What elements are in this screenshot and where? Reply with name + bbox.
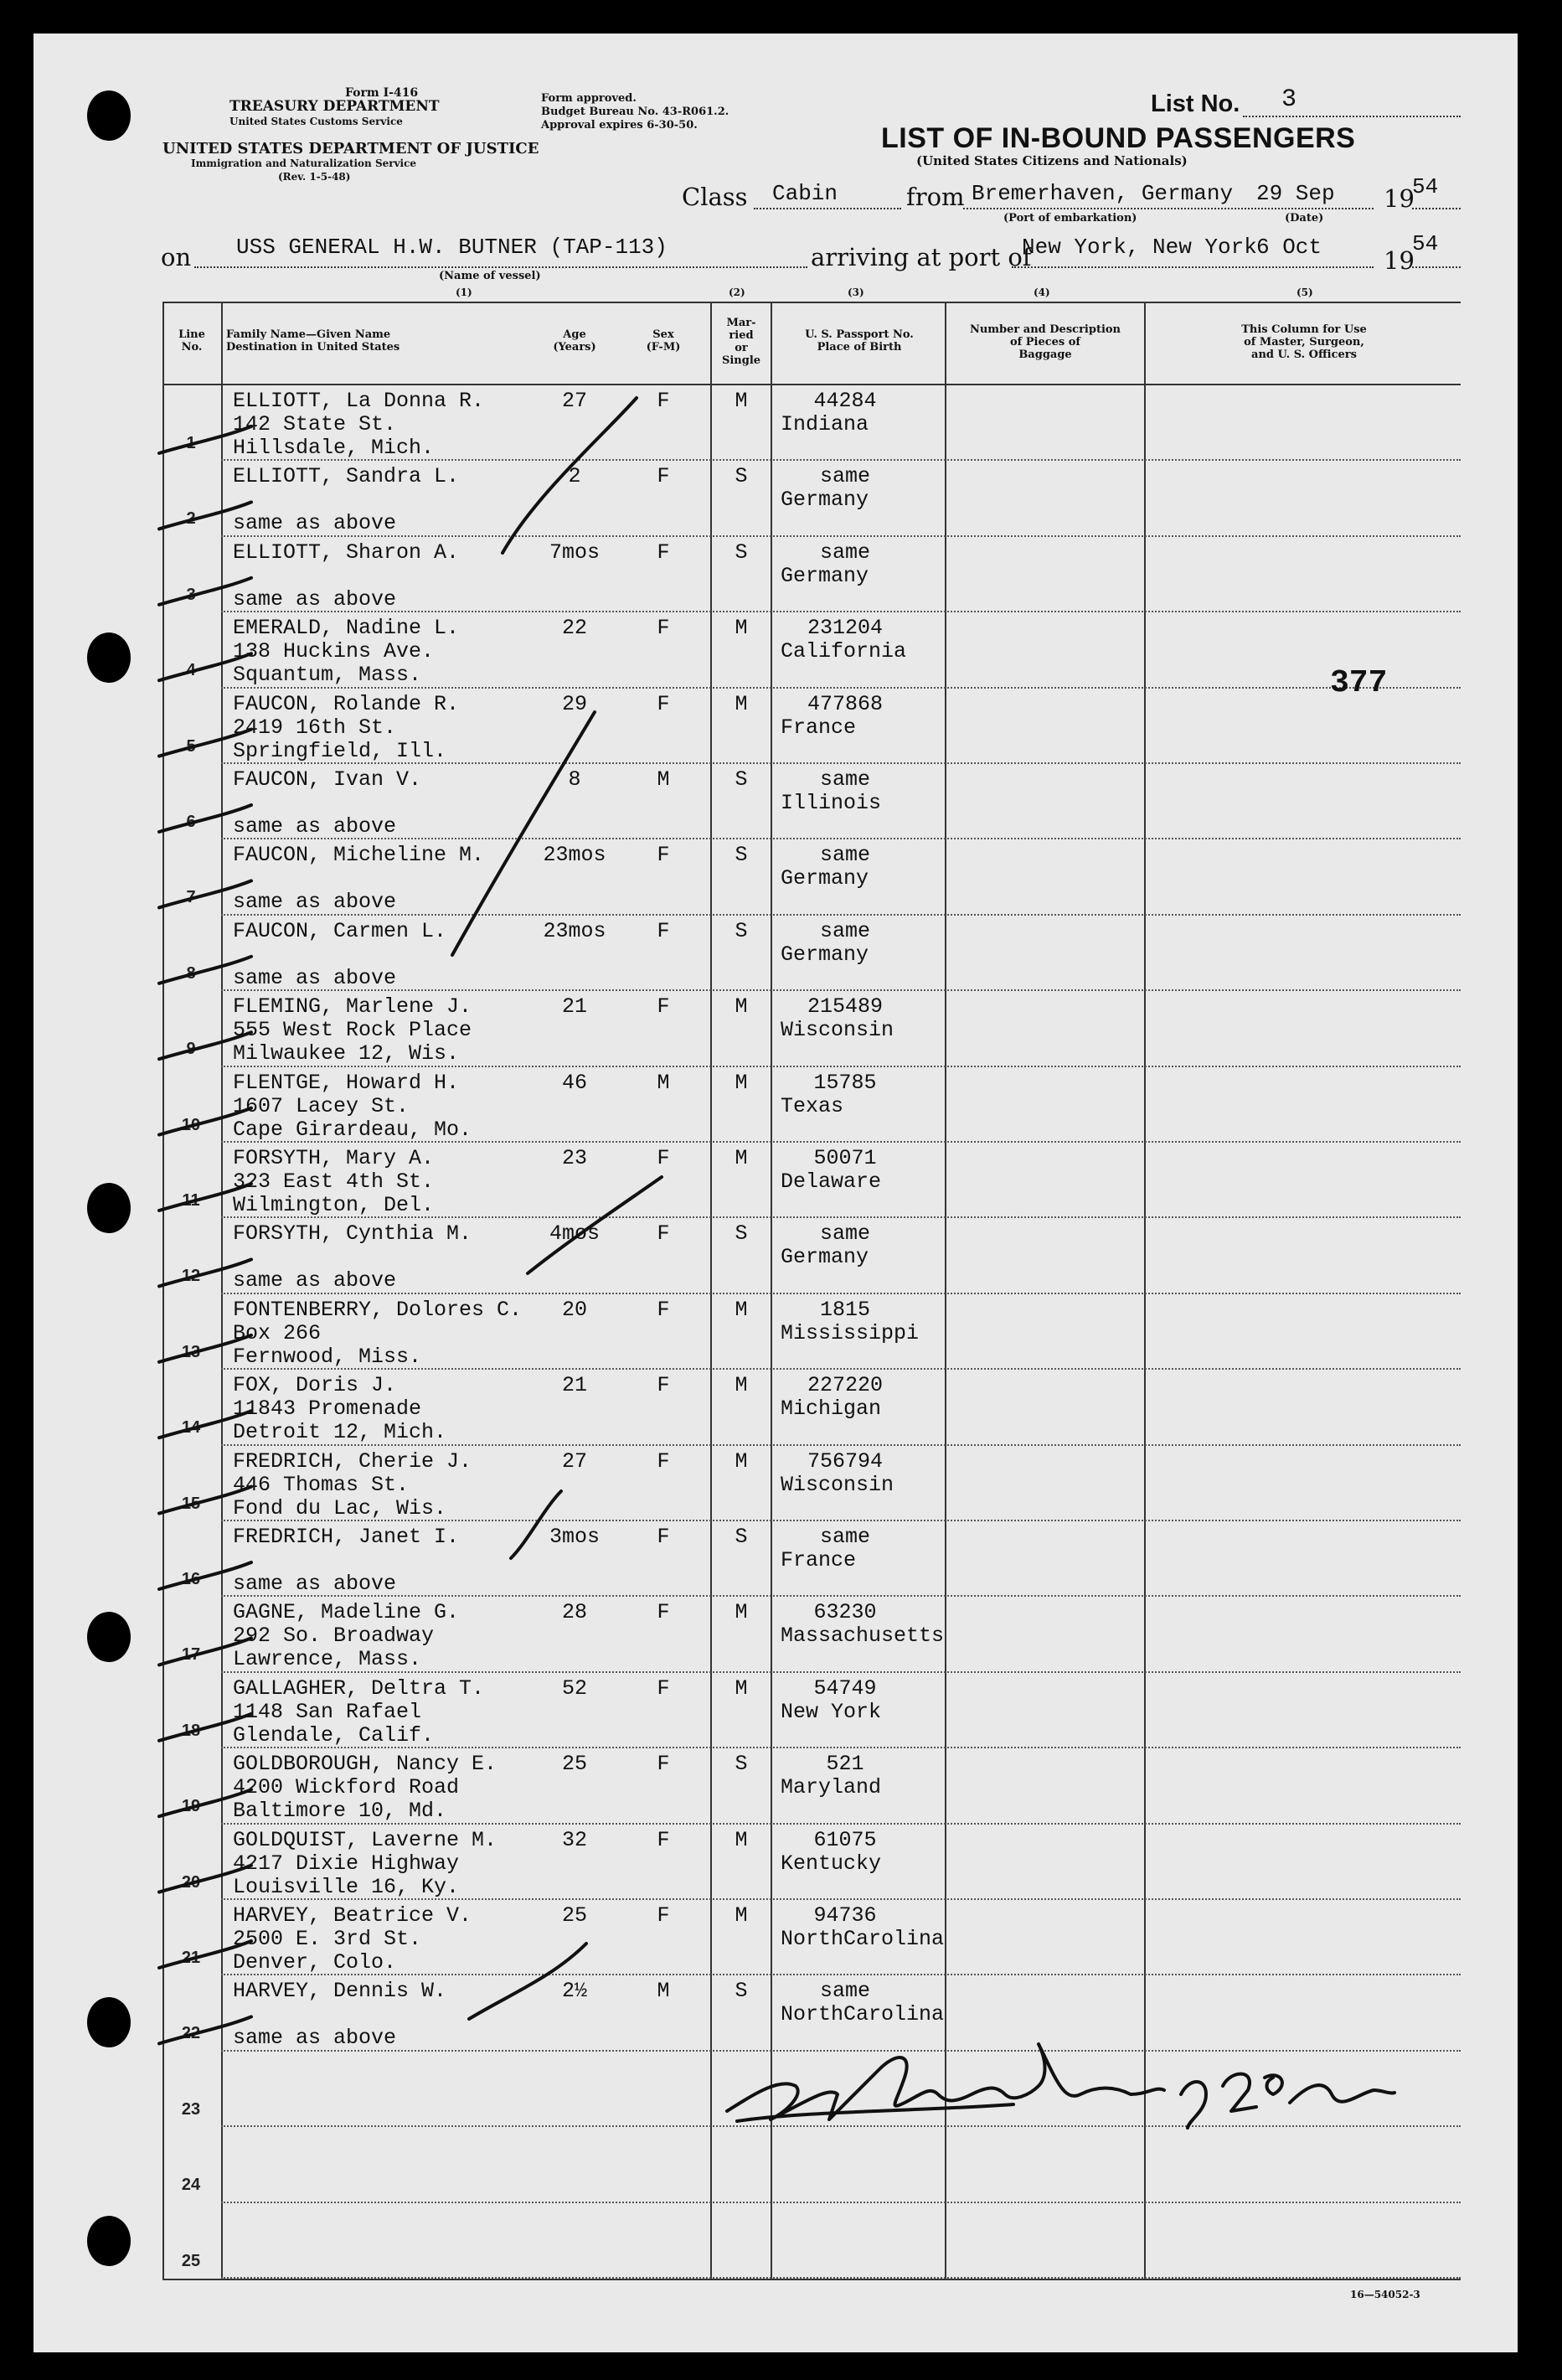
col-num-4: (4) [1034,287,1050,298]
marital-status: M [735,616,748,641]
approval-line3: Approval expires 6-30-50. [541,119,698,132]
place-of-birth: Germany [781,563,869,588]
row-separator [221,989,1461,991]
col-num-5: (5) [1297,287,1313,298]
passenger-name: ELLIOTT, Sandra L. [233,464,460,489]
line-number: 4 [186,661,196,680]
binder-hole [87,1612,131,1662]
marital-status: M [735,1675,748,1701]
line-number: 1 [186,434,196,452]
passenger-name: FLEMING, Marlene J. [233,994,472,1020]
class-value: Cabin [772,181,838,206]
place-of-birth: Maryland [781,1775,882,1800]
address-line2: Springfield, Ill. [233,738,447,763]
header-text: ried [729,329,754,342]
address-line1: 446 Thomas St. [233,1472,410,1497]
header-text: Mar- [726,317,756,329]
arrival-line [1012,266,1374,268]
marital-status: S [735,767,748,792]
address-line2: same as above [233,1268,397,1293]
row-separator [221,838,1461,839]
row-separator [221,2125,1461,2127]
header-married [712,317,771,367]
binder-hole [87,2216,131,2266]
passenger-name: ELLIOTT, Sharon A. [233,540,460,565]
age: 25 [561,1752,587,1777]
ins-service: Immigration and Naturalization Service [191,157,417,169]
sex: M [657,1070,670,1095]
embark-caption: (Port of embarkation) [1003,212,1137,225]
col-divider [1144,302,1146,2279]
address-line2: Lawrence, Mass. [233,1647,422,1672]
passenger-name: FONTENBERRY, Dolores C. [233,1297,523,1322]
address-line2: same as above [233,1572,397,1596]
address-line1: 323 East 4th St. [233,1169,435,1194]
place-of-birth: Germany [781,488,869,513]
passport-number: 94736 [813,1903,877,1928]
sex: M [657,767,670,792]
address-line2: same as above [233,890,397,915]
table-left-border [162,302,164,2279]
passenger-name: FAUCON, Ivan V. [233,767,422,792]
line-number: 24 [181,2176,201,2195]
age: 21 [561,1373,587,1398]
header-text: Family Name—Given Name [226,328,391,341]
address-line2: Baltimore 10, Md. [233,1799,447,1824]
passenger-name: FAUCON, Micheline M. [233,843,485,868]
sex: F [657,1448,670,1474]
address-line2: Fond du Lac, Wis. [233,1495,447,1520]
header-line-no [164,328,219,354]
header-text: (F-M) [646,341,681,354]
arrival-year: 54 [1412,231,1439,256]
row-separator [221,1974,1461,1975]
passenger-name: HARVEY, Dennis W. [233,1979,447,2004]
passenger-name: FAUCON, Rolande R. [233,691,460,716]
place-of-birth: Texas [781,1093,844,1118]
address-line1: 4217 Dixie Highway [233,1851,460,1876]
age: 27 [561,1448,587,1474]
col-divider [945,302,946,2279]
address-line2: Glendale, Calif. [233,1722,435,1748]
age: 23mos [543,843,606,868]
passport-number: 50071 [813,1146,877,1170]
marital-status: S [735,1979,748,2004]
date-caption: (Date) [1285,212,1324,225]
col-num-2: (2) [729,287,745,298]
header-passport [774,328,945,354]
line-number: 13 [181,1342,201,1361]
header-age [536,328,613,354]
passport-number: same [819,464,870,489]
passenger-name: GALLAGHER, Deltra T. [233,1675,485,1701]
binder-hole [87,90,131,141]
col-num-3: (3) [848,287,864,298]
row-separator [221,1595,1461,1597]
list-no-label: List No. [1151,90,1240,117]
marital-status: S [735,464,748,489]
line-number: 17 [181,1645,201,1665]
passport-number: 44284 [813,389,877,413]
header-officers [1147,323,1461,361]
line-number: 25 [181,2251,201,2270]
address-line2: Louisville 16, Ky. [233,1874,460,1899]
row-separator [221,2202,1461,2203]
passenger-name: FLENTGE, Howard H. [233,1070,460,1095]
line-number: 16 [181,1570,201,1588]
address-line1: 292 So. Broadway [233,1624,435,1649]
marital-status: M [735,389,748,413]
passport-number: 54749 [813,1675,877,1701]
passenger-name: HARVEY, Beatrice V. [233,1903,472,1928]
passport-number: 477868 [807,691,883,716]
approval-line1: Form approved. [541,92,637,105]
line-number: 20 [181,1872,201,1892]
marital-status: M [735,1903,748,1928]
header-text: and U. S. Officers [1251,348,1357,361]
sex: F [657,389,670,413]
arrival-port: New York, New York [1022,235,1257,260]
form-subtitle: (United States Citizens and Nationals) [916,153,1188,168]
address-line2: Wilmington, Del. [233,1193,435,1217]
line-number: 21 [181,1949,201,1967]
age: 8 [568,767,581,792]
passport-number: 63230 [813,1600,877,1625]
place-of-birth: Mississippi [781,1320,920,1345]
place-of-birth: Germany [781,1245,869,1270]
embark-year: 54 [1412,174,1439,199]
place-of-birth: New York [781,1699,882,1724]
sex: F [657,1525,670,1549]
sex: F [657,691,670,716]
marital-status: M [735,1448,748,1474]
approval-line2: Budget Bureau No. 43-R061.2. [541,106,729,118]
form-number: Form I-416 [345,86,419,100]
row-separator [221,2277,1461,2279]
passenger-name: EMERALD, Nadine L. [233,616,460,641]
passenger-name: FOX, Doris J. [233,1373,397,1398]
age: 23 [561,1146,587,1170]
sex: F [657,918,670,943]
place-of-birth: NorthCarolina [781,1927,945,1951]
marital-status: M [735,1600,748,1625]
sex: F [657,1675,670,1701]
revision: (Rev. 1-5-48) [278,171,351,183]
address-line1: 555 West Rock Place [233,1018,472,1043]
passport-number: same [819,1525,870,1549]
address-line2: Milwaukee 12, Wis. [233,1041,460,1066]
justice-dept: UNITED STATES DEPARTMENT OF JUSTICE [162,140,539,157]
address-line1: 11843 Promenade [233,1397,422,1422]
sex: F [657,616,670,641]
address-line2: same as above [233,511,397,536]
passport-number: 61075 [813,1827,877,1852]
table-top-border [162,302,1461,303]
arrival-year-prefix: 19 [1384,246,1415,275]
line-number: 10 [181,1115,201,1134]
address-line2: Fernwood, Miss. [233,1344,422,1369]
footer-code: 16—54052-3 [1350,2289,1420,2300]
address-line2: same as above [233,2026,397,2051]
header-text: Single [721,354,761,367]
passport-number: same [819,767,870,792]
marital-status: M [735,1827,748,1852]
header-bottom-border [162,384,1461,385]
header-text: Line [178,328,205,341]
row-separator [221,1293,1461,1294]
passenger-name: GAGNE, Madeline G. [233,1600,460,1625]
address-line2: same as above [233,586,397,612]
place-of-birth: Indiana [781,412,869,436]
passport-number: 15785 [813,1070,877,1095]
address-line2: Cape Girardeau, Mo. [233,1117,472,1142]
place-of-birth: Germany [781,942,869,967]
line-number: 12 [181,1267,201,1286]
passport-number: 521 [826,1752,864,1777]
address-line1: 1148 San Rafael [233,1699,422,1724]
address-line2: Squantum, Mass. [233,663,422,688]
address-line1: 142 State St. [233,412,397,436]
binder-hole [87,1183,131,1233]
arriving-label: arriving at port of [811,243,1032,271]
age: 29 [561,691,587,716]
age: 2½ [561,1979,587,2004]
header-text: or [735,342,748,354]
line-number: 9 [186,1040,196,1059]
place-of-birth: Kentucky [781,1851,882,1876]
marital-status: M [735,1146,748,1170]
passport-number: 1815 [819,1297,870,1322]
header-text: (Years) [553,341,596,354]
age: 27 [561,389,587,413]
class-line [754,208,901,209]
line-number: 11 [182,1191,200,1210]
row-separator [221,914,1461,916]
age: 25 [561,1903,587,1928]
header-text: Age [563,328,586,341]
header-baggage [946,323,1144,361]
place-of-birth: Wisconsin [781,1472,894,1497]
passenger-name: FREDRICH, Janet I. [233,1525,460,1549]
sex: F [657,464,670,489]
row-separator [221,535,1461,537]
header-text: Baggage [1018,348,1072,361]
list-no-value: 3 [1281,85,1297,114]
address-line1: 2419 16th St. [233,715,397,740]
age: 52 [561,1675,587,1701]
sex: F [657,994,670,1020]
line-number: 8 [186,963,196,983]
passport-number: 231204 [807,616,883,641]
list-no-line [1243,116,1461,117]
line-number: 23 [181,2099,201,2119]
header-text: This Column for Use [1241,323,1367,336]
sex: F [657,1903,670,1928]
arrival-year-line [1412,266,1461,268]
marital-status: M [735,691,748,716]
embark-year-line [1412,208,1461,209]
header-text: of Master, Surgeon, [1244,336,1364,348]
place-of-birth: France [781,715,857,740]
address-line1: 4200 Wickford Road [233,1775,460,1800]
passenger-name: FREDRICH, Cherie J. [233,1448,472,1474]
address-line2: Hillsdale, Mich. [233,436,435,460]
sex: F [657,1600,670,1625]
age: 2 [568,464,581,489]
header-text: Place of Birth [817,341,902,354]
age: 28 [561,1600,587,1625]
vessel-name: USS GENERAL H.W. BUTNER (TAP-113) [236,235,668,260]
place-of-birth: Massachusetts [781,1624,945,1649]
line-number: 15 [181,1494,201,1513]
passenger-name: GOLDBOROUGH, Nancy E. [233,1752,497,1777]
passenger-name: FAUCON, Carmen L. [233,918,447,943]
place-of-birth: Germany [781,866,869,891]
line-number: 5 [186,736,196,756]
address-line2: same as above [233,965,397,990]
marital-status: M [735,1373,748,1398]
marital-status: M [735,1070,748,1095]
binder-hole [87,1997,131,2047]
age: 23mos [543,918,606,943]
sex: F [657,1221,670,1247]
on-label: on [161,243,192,271]
from-label: from [906,183,965,211]
passenger-name: ELLIOTT, La Donna R. [233,389,485,413]
passport-number: same [819,540,870,565]
header-text: Number and Description [969,323,1121,336]
sex: F [657,1752,670,1777]
age: 46 [561,1070,587,1095]
line-number: 22 [181,2024,201,2043]
marital-status: S [735,1525,748,1549]
line-number: 3 [186,585,196,604]
age: 3mos [549,1525,600,1549]
header-text: U. S. Passport No. [805,328,914,341]
sex: F [657,1373,670,1398]
embark-date: 29 Sep [1256,181,1335,206]
address-line1: 138 Huckins Ave. [233,639,435,664]
marital-status: S [735,540,748,565]
marital-status: S [735,1752,748,1777]
age: 21 [561,994,587,1020]
header-sex [630,328,697,354]
col-num-1: (1) [456,287,472,298]
place-of-birth: Delaware [781,1169,882,1194]
table-bottom-border [162,2279,1461,2280]
passenger-name: FORSYTH, Cynthia M. [233,1221,472,1247]
line-number: 19 [181,1797,201,1816]
address-line2: Detroit 12, Mich. [233,1420,447,1445]
passport-number: 215489 [807,994,883,1020]
place-of-birth: Michigan [781,1397,882,1422]
embark-line [963,208,1374,209]
sex: F [657,1827,670,1852]
marital-status: M [735,994,748,1020]
header-text: Destination in United States [226,341,400,354]
passport-number: same [819,1221,870,1247]
passport-number: same [819,918,870,943]
address-line1: 2500 E. 3rd St. [233,1927,422,1951]
address-line2: Denver, Colo. [233,1950,397,1975]
sex: M [657,1979,670,2004]
header-text: No. [181,341,203,354]
row-separator [221,611,1461,612]
marital-status: S [735,1221,748,1247]
sex: F [657,1146,670,1170]
passport-number: same [819,1979,870,2004]
age: 32 [561,1827,587,1852]
header-name [226,328,452,354]
embark-port: Bremerhaven, Germany [972,181,1234,206]
address-line1: Box 266 [233,1320,322,1345]
vessel-line [194,266,807,268]
binder-hole [87,632,131,683]
age: 22 [561,616,587,641]
treasury-dept: TREASURY DEPARTMENT [229,98,440,115]
sex: F [657,843,670,868]
header-text: of Pieces of [1009,336,1081,348]
sex: F [657,540,670,565]
embark-year-prefix: 19 [1384,184,1415,213]
passport-number: same [819,843,870,868]
vessel-caption: (Name of vessel) [439,270,541,282]
line-number: 18 [181,1721,201,1740]
row-separator [221,2050,1461,2052]
place-of-birth: California [781,639,907,664]
side-number: 377 [1330,665,1388,701]
line-number: 14 [181,1418,201,1438]
col-divider [771,302,772,2279]
col-divider [221,302,223,2279]
age: 4mos [549,1221,600,1247]
place-of-birth: France [781,1548,857,1572]
place-of-birth: Wisconsin [781,1018,894,1043]
marital-status: S [735,843,748,868]
place-of-birth: Illinois [781,791,882,815]
passport-number: 227220 [807,1373,883,1398]
form-title: LIST OF IN-BOUND PASSENGERS [881,122,1356,154]
customs-service: United States Customs Service [229,116,403,127]
marital-status: M [735,1297,748,1322]
marital-status: S [735,918,748,943]
passport-number: 756794 [807,1448,883,1474]
line-number: 7 [186,888,196,907]
age: 7mos [549,540,600,565]
passenger-name: FORSYTH, Mary A. [233,1146,435,1170]
header-text: Sex [652,328,674,341]
arrival-date: 6 Oct [1256,235,1322,260]
address-line1: 1607 Lacey St. [233,1093,410,1118]
line-number: 6 [186,813,196,831]
line-number: 2 [186,509,196,529]
sex: F [657,1297,670,1322]
address-line2: same as above [233,814,397,839]
passenger-name: GOLDQUIST, Laverne M. [233,1827,497,1852]
class-label: Class [682,183,748,211]
age: 20 [561,1297,587,1322]
place-of-birth: NorthCarolina [781,2002,945,2027]
